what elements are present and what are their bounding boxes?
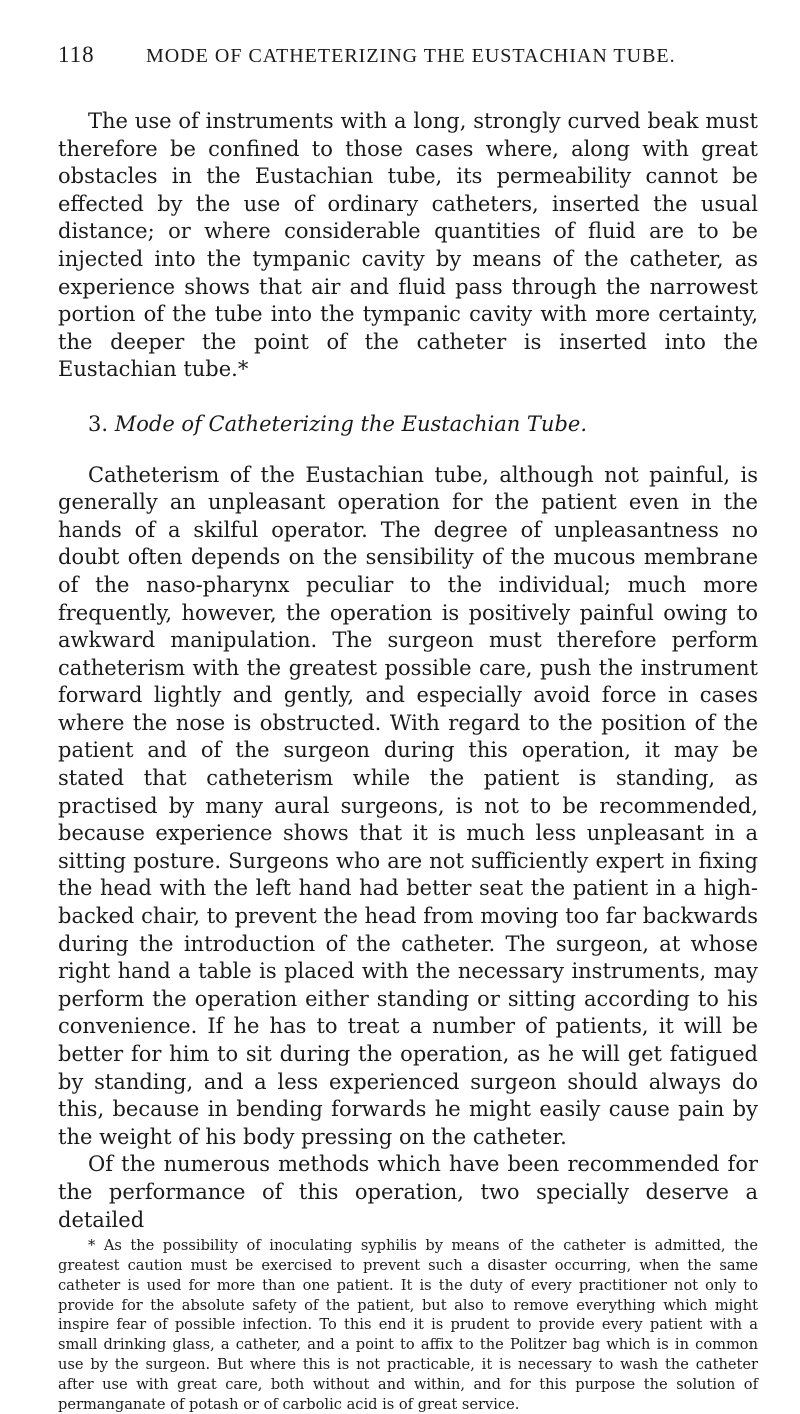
section-title: Mode of Catheterizing the Eustachian Tube.: [114, 411, 587, 436]
section-number: 3.: [88, 411, 109, 436]
page-number: 118: [58, 42, 95, 67]
paragraph-instruments: The use of instruments with a long, strongly curved beak must therefore be confined to those cases where, along with great obstacles in the Eustachian tube, its permeability cannot be effected by the use of ordinary catheters, inserted the usual distance; or where considerable quantities of fluid are to be injected into the tympanic cavity by means of the catheter, as experience shows that air and fluid pass through the narrowest portion of the tube into the tympanic cavity with more certainty, the deeper the point of the catheter is inserted into the Eustachian tube.*: [58, 109, 758, 382]
running-head-title: MODE OF CATHETERIZING THE EUSTACHIAN TUBE.: [146, 45, 676, 67]
paragraph-catheterism: Catheterism of the Eustachian tube, although not painful, is generally an unpleasant operation for the patient even in the hands of a skilful operator. The degree of unpleasantness no doubt often depends on the sensibility of the mucous membrane of the naso-pharynx peculiar to the individual; much more frequently, however, the operation is positively painful owing to awkward manipulation. The surgeon must therefore perform catheterism with the greatest possible care, push the instrument forward lightly and gently, and especially avoid force in cases where the nose is obstructed. With regard to the position of the patient and of the surgeon during this operation, it may be stated that catheterism while the patient is standing, as practised by many aural surgeons, is not to be recommended, because experience shows that it is much less unpleasant in a sitting posture. Surgeons who are not sufficiently expert in fixing the head with the left hand had better seat the patient in a high-backed chair, to prevent the head from moving too far backwards during the introduction of the catheter. The surgeon, at whose right hand a table is placed with the necessary instruments, may perform the operation either standing or sitting according to his convenience. If he has to treat a number of patients, it will be better for him to sit during the operation, as he will get fatigued by standing, and a less experienced surgeon should always do this, because in bending forwards he might easily cause pain by the weight of his body pressing on the catheter.: [58, 462, 758, 1149]
running-head: [58, 30, 758, 70]
footnote: * As the possibility of inoculating syphilis by means of the catheter is admitted, the greatest caution must be exercised to prevent such a disaster occurring, when the same catheter is used for more than one patient. It is the duty of every practitioner not only to provide for the absolute safety of the patient, but also to remove everything which might inspire fear of possible infection. To this end it is prudent to provide every patient with a small drinking glass, a catheter, and a point to affix to the Politzer bag which is in common use by the surgeon. But where this is not practicable, it is necessary to wash the catheter after use with great care, both without and within, and for this purpose the solution of permanganate of potash or of carbolic acid is of great service.: [58, 1237, 758, 1413]
section-heading: [58, 411, 758, 439]
book-page: [58, 30, 758, 1414]
paragraph-methods: Of the numerous methods which have been recommended for the performance of this operation, two specially deserve a detailed: [58, 1152, 758, 1232]
